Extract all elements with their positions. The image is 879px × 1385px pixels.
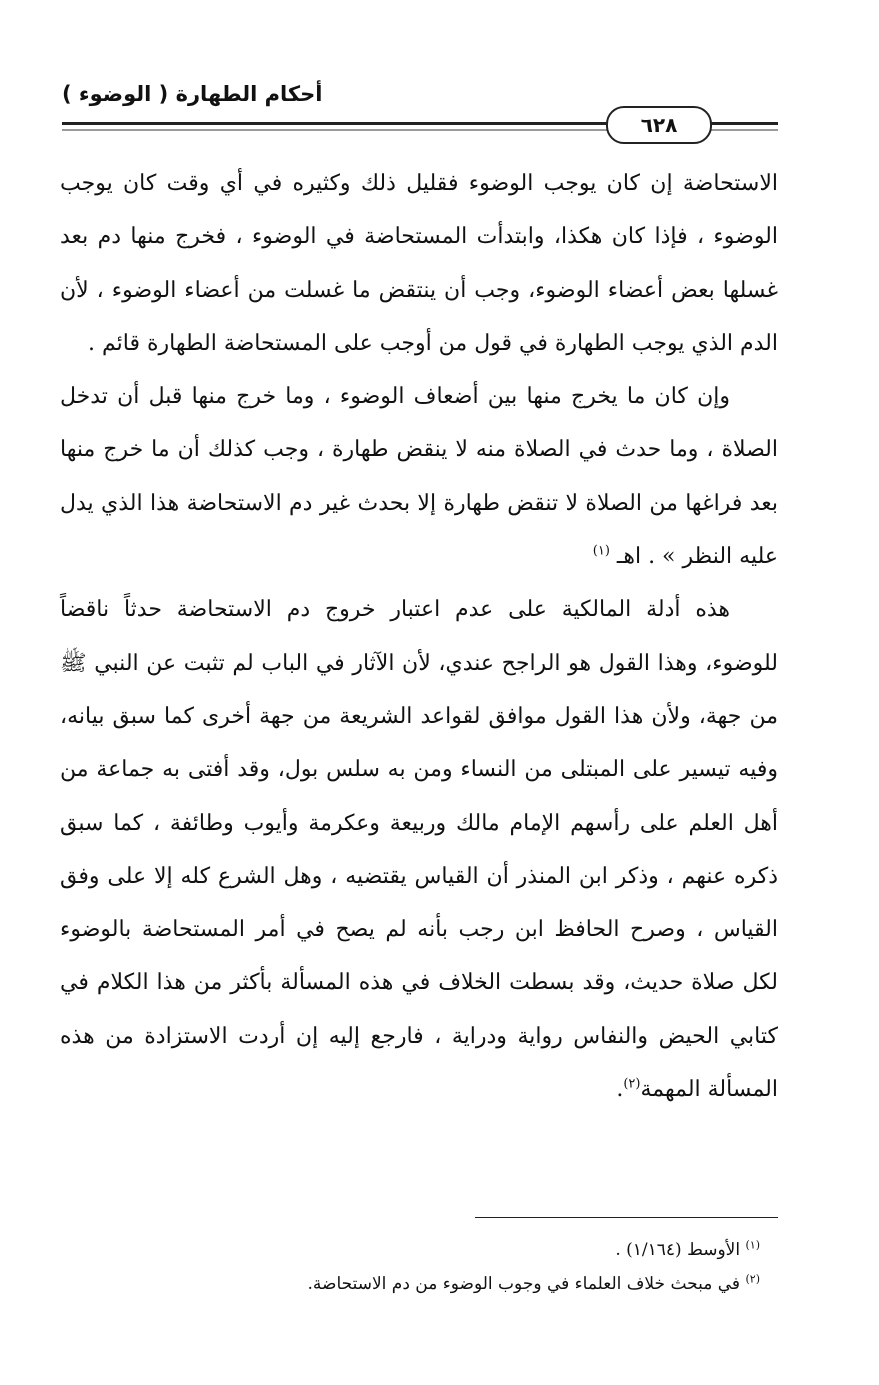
paragraph-3 xyxy=(60,583,778,1116)
footnote-2-marker: (٢) xyxy=(745,1272,760,1286)
footnote-1-marker: (١) xyxy=(745,1238,760,1252)
paragraph-3-text: هذه أدلة المالكية على عدم اعتبار خروج دم الاستحاضة حدثاً ناقضاً للوضوء، وهذا القول هو الراجح عندي، لأن الآثار في الباب لم تثبت عن النبي ﷺ من جهة، ولأن هذا القول موافق لقواعد الشريعة من جهة أخرى كما سبق بيانه، وفيه تيسير على المبتلى من النساء ومن به سلس بول، وقد أفتى به جماعة من أهل العلم على رأسهم الإمام مالك وربيعة وعكرمة وأيوب وطائفة ، كما سبق ذكره عنهم ، وذكر ابن المنذر أن القياس يقتضيه ، وهل الشرع كله إلا على وفق القياس ، وصرح الحافظ ابن رجب بأنه لم يصح في أمر المستحاضة بالوضوء لكل صلاة حديث، وقد بسطت الخلاف في هذه المسألة بأكثر من هذا الكلام في كتابي الحيض والنفاس رواية ودراية ، فارجع إليه إن أردت الاستزادة من هذه المسألة المهمة xyxy=(60,597,779,1103)
footnote-1 xyxy=(60,1236,760,1264)
running-title: أحكام الطهارة ( الوضوء ) xyxy=(62,82,323,106)
page-number: ٦٢٨ xyxy=(606,106,712,144)
footnote-ref-1: (١) xyxy=(592,543,610,559)
footnote-ref-2: (٢) xyxy=(623,1076,641,1092)
paragraph-1: الاستحاضة إن كان يوجب الوضوء فقليل ذلك وكثيره في أي وقت كان يوجب الوضوء ، فإذا كان هكذا، وابتدأت المستحاضة في الوضوء ، فخرج منها دم بعد غسلها بعض أعضاء الوضوء، وجب أن ينتقض ما غسلت من أعضاء الوضوء ، لأن الدم الذي يوجب الطهارة في قول من أوجب على المستحاضة الطهارة قائم . xyxy=(60,171,778,356)
paragraph-2-text: وإن كان ما يخرج منها بين أضعاف الوضوء ، وما خرج منها قبل أن تدخل الصلاة ، وما حدث في الصلاة منه لا ينقض طهارة ، وجب كذلك أن ما خرج منها بعد فراغها من الصلاة لا تنقض طهارة إلا بحدث غير دم الاستحاضة هذا الذي يدل عليه النظر » . اهـ xyxy=(60,384,778,570)
footnote-2-text: في مبحث خلاف العلماء في وجوب الوضوء من دم الاستحاضة. xyxy=(307,1274,741,1294)
paragraph-2 xyxy=(60,370,778,583)
footnote-2 xyxy=(60,1270,760,1298)
footnote-separator xyxy=(475,1217,778,1218)
paragraph-3-end: . xyxy=(616,1077,624,1103)
main-text xyxy=(60,157,778,1116)
footnote-1-text: الأوسط (١/١٦٤) . xyxy=(615,1240,741,1260)
footnotes xyxy=(60,1236,760,1304)
